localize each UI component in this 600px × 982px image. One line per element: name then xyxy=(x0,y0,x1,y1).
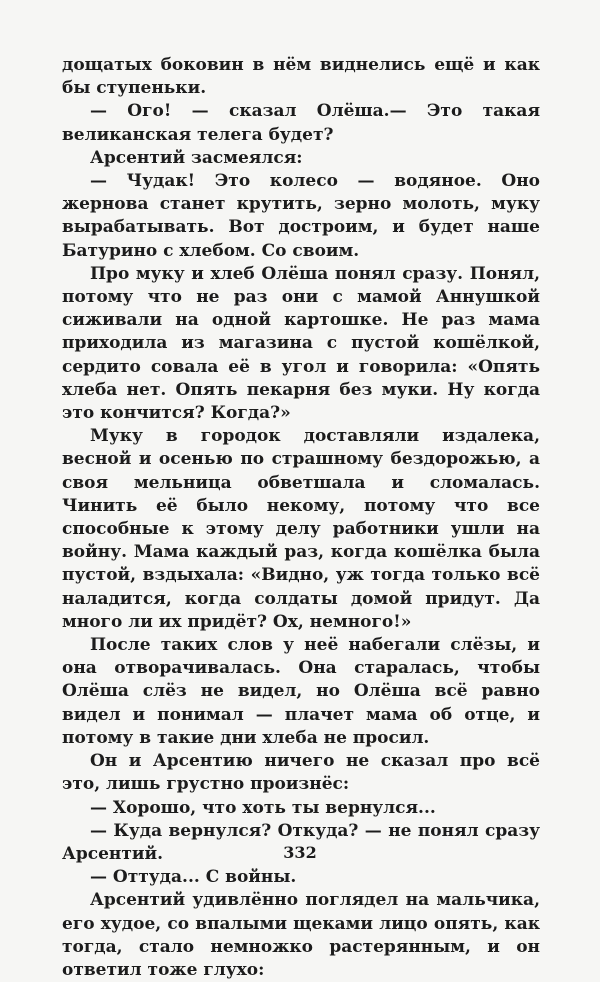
paragraph-5: Про муку и хлеб Олёша понял сразу. Понял, потому что не раз они с мамой Аннушкой сиживали на одной картошке. Не раз мама приходила из магазина с пустой кошёлкой, сердито совала её в угол и говорила: «Опять хлеба нет. Опять пекарня без муки. Ну когда это кончится? Когда?» xyxy=(62,263,540,424)
paragraph-6: Муку в городок доставляли издалека, весной и осенью по страшному бездорожью, а своя мельница обветшала и сломалась. Чинить её было некому, потому что все способные к этому делу работники ушли на войну. Мама каждый раз, когда кошёлка была пустой, вздыхала: «Видно, уж тогда только всё наладится, когда солдаты домой придут. Да много ли их придёт? Ох, немного!» xyxy=(62,426,540,632)
paragraph-11: — Оттуда... С войны. xyxy=(90,867,297,888)
paragraph-1: дощатых боковин в нём виднелись ещё и как бы ступеньки. xyxy=(62,55,540,99)
paragraph-9: — Хорошо, что хоть ты вернулся... xyxy=(90,797,436,818)
paragraph-8: Он и Арсентию ничего не сказал про всё это, лишь грустно произнёс: xyxy=(62,751,540,795)
paragraph-4: — Чудак! Это колесо — водяное. Оно жернова станет крутить, зерно молоть, муку вырабатывать. Вот достроим, и будет наше Батурино с хлебом. Со своим. xyxy=(62,171,540,261)
paragraph-7: После таких слов у неё набегали слёзы, и она отворачивалась. Она старалась, чтобы Олёша слёз не видел, но Олёша всё равно видел и понимал — плачет мама об отце, и потому в такие дни хлеба не просил. xyxy=(62,635,540,748)
page-number: 332 xyxy=(283,843,317,862)
paragraph-10: — Куда вернулся? Откуда? — не понял сразу Арсентий. xyxy=(62,820,540,864)
paragraph-3: Арсентий засмеялся: xyxy=(90,147,303,168)
paragraph-2: — Ого! — сказал Олёша.— Это такая великанская телега будет? xyxy=(62,101,540,145)
paragraph-12: Арсентий удивлённо поглядел на мальчика, его худое, со впалыми щеками лицо опять, как тогда, стало немножко растерянным, и он ответил тоже глухо: xyxy=(62,890,540,980)
